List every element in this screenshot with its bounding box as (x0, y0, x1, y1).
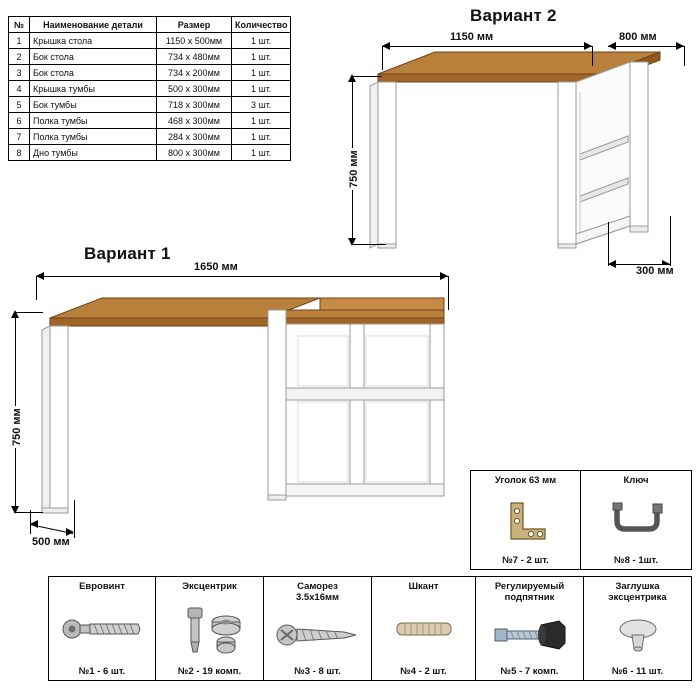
cell-num: 3 (9, 65, 30, 81)
variant1-height-label: 750 мм (11, 408, 23, 446)
table-header-name: Наименование детали (30, 17, 157, 33)
cell-num: 7 (9, 129, 30, 145)
cell-num: 8 (9, 145, 30, 161)
cell-num: 2 (9, 49, 30, 65)
corner-bracket-icon (473, 486, 578, 555)
hardware-title-line1: Заглушка (615, 581, 660, 592)
cell-num: 6 (9, 113, 30, 129)
variant1-depth-arrow-left (30, 520, 38, 528)
hardware-title-line1: Регулируемый (494, 581, 565, 592)
cell-name: Полка тумбы (30, 129, 157, 145)
variant2-base-ext-left (608, 222, 609, 266)
variant2-depth-arrow-left (608, 42, 616, 50)
cell-name: Бок стола (30, 65, 157, 81)
table-header-num: № (9, 17, 30, 33)
hardware-item-corner-bracket (470, 470, 581, 570)
cell-size: 800 x 300мм (157, 145, 232, 161)
hardware-bottom-row (48, 576, 692, 681)
variant1-depth-label: 500 мм (32, 536, 70, 548)
cell-num: 4 (9, 81, 30, 97)
euro-screw-icon (51, 592, 153, 666)
table-row (9, 33, 291, 49)
variant1-depth-arrow-right (66, 528, 74, 536)
variant1-width-dimline (36, 276, 448, 277)
cam-lock-icon (158, 592, 261, 666)
cell-name: Бок стола (30, 49, 157, 65)
variant2-drawing (330, 36, 700, 276)
cell-name: Крышка стола (30, 33, 157, 49)
cell-size: 284 x 300мм (157, 129, 232, 145)
cell-qty: 1 шт. (232, 145, 291, 161)
variant2-width-dimline (382, 46, 592, 47)
hardware-item-cam-cover-cap (584, 576, 692, 681)
cell-name: Крышка тумбы (30, 81, 157, 97)
variant1-width-arrow-left (36, 272, 44, 280)
table-row (9, 81, 291, 97)
hardware-title (608, 581, 666, 603)
hardware-title: Ключ (623, 475, 649, 486)
variant2-depth-dimline (608, 46, 684, 47)
variant2-depth-arrow-right (676, 42, 684, 50)
variant2-width-ext-right (592, 46, 593, 66)
parts-table (8, 16, 291, 161)
hardware-qty: №2 - 19 комп. (177, 666, 242, 677)
hardware-item-dowel (372, 576, 476, 681)
hardware-title: Эксцентрик (182, 581, 237, 592)
cell-size: 734 x 480мм (157, 49, 232, 65)
cell-size: 718 x 300мм (157, 97, 232, 113)
cell-qty: 1 шт. (232, 65, 291, 81)
cell-num: 5 (9, 97, 30, 113)
variant2-height-ext-bottom (352, 244, 386, 245)
variant2-title: Вариант 2 (470, 6, 557, 25)
variant2-width-arrow-right (584, 42, 592, 50)
hardware-title: Уголок 63 мм (494, 475, 557, 486)
table-row (9, 49, 291, 65)
cell-qty: 3 шт. (232, 97, 291, 113)
variant1-depth-ext-left (30, 510, 31, 534)
hardware-item-adjustable-foot (476, 576, 584, 681)
cell-size: 468 x 300мм (157, 113, 232, 129)
cell-qty: 1 шт. (232, 81, 291, 97)
variant2-base-label: 300 мм (636, 265, 674, 277)
hardware-title-line1: Саморез (297, 581, 338, 592)
cam-cover-cap-icon (586, 603, 689, 666)
hardware-qty: №3 - 8 шт. (294, 666, 341, 677)
variant2-width-arrow-left (382, 42, 390, 50)
hardware-item-euro-screw (48, 576, 156, 681)
hardware-title-line2: 3.5x16мм (295, 592, 340, 603)
hardware-top-row (470, 470, 692, 570)
table-header-row (9, 17, 291, 33)
variant2-height-ext-top (352, 76, 382, 77)
hardware-title (495, 581, 564, 603)
variant2-depth-label: 800 мм (619, 31, 657, 43)
variant1-drawing (10, 280, 480, 540)
hardware-title-line2: подпятник (504, 592, 555, 603)
table-row (9, 113, 291, 129)
cell-size: 734 x 200мм (157, 65, 232, 81)
variant1-width-ext-left (36, 276, 37, 300)
variant1-height-ext-top (15, 312, 43, 313)
table-header-qty: Количество (232, 17, 291, 33)
self-tapping-screw-icon (266, 603, 369, 666)
hardware-qty: №8 - 1шт. (614, 555, 658, 566)
hardware-title-line2: эксцентрика (608, 592, 667, 603)
variant2-width-label: 1150 мм (450, 31, 494, 43)
variant2-height-label: 750 мм (348, 150, 360, 188)
hardware-qty: №5 - 7 комп. (500, 666, 559, 677)
hardware-title: Евровинт (79, 581, 125, 592)
cell-qty: 1 шт. (232, 33, 291, 49)
hardware-qty: №4 - 2 шт. (400, 666, 447, 677)
table-row (9, 145, 291, 161)
hardware-qty: №6 - 11 шт. (611, 666, 664, 677)
variant1-height-ext-bottom (15, 512, 43, 513)
variant1-width-ext-right (448, 276, 449, 310)
table-row (9, 97, 291, 113)
cell-qty: 1 шт. (232, 49, 291, 65)
variant2-base-ext-right (670, 216, 671, 266)
variant1-width-label: 1650 мм (194, 261, 238, 273)
cell-name: Дно тумбы (30, 145, 157, 161)
allen-key-icon (583, 486, 689, 555)
cell-name: Полка тумбы (30, 113, 157, 129)
hardware-item-cam-lock (156, 576, 264, 681)
variant2-width-ext-left (382, 46, 383, 70)
adjustable-foot-icon (478, 603, 581, 666)
variant1-width-arrow-right (440, 272, 448, 280)
table-row (9, 129, 291, 145)
variant2-depth-ext-right (684, 46, 685, 66)
hardware-item-allen-key (581, 470, 692, 570)
hardware-item-self-tapping-screw (264, 576, 372, 681)
cell-size: 1150 x 500мм (157, 33, 232, 49)
dowel-icon (374, 592, 473, 666)
hardware-title (296, 581, 339, 603)
variant2-base-arrow-left (608, 260, 616, 268)
table-row (9, 65, 291, 81)
cell-num: 1 (9, 33, 30, 49)
cell-qty: 1 шт. (232, 113, 291, 129)
hardware-qty: №7 - 2 шт. (502, 555, 549, 566)
cell-qty: 1 шт. (232, 129, 291, 145)
hardware-title: Шкант (408, 581, 439, 592)
variant1-depth-ext-right (74, 500, 75, 538)
cell-size: 500 x 300мм (157, 81, 232, 97)
variant1-title: Вариант 1 (84, 244, 171, 263)
hardware-qty: №1 - 6 шт. (78, 666, 126, 677)
table-header-size: Размер (157, 17, 232, 33)
cell-name: Бок тумбы (30, 97, 157, 113)
